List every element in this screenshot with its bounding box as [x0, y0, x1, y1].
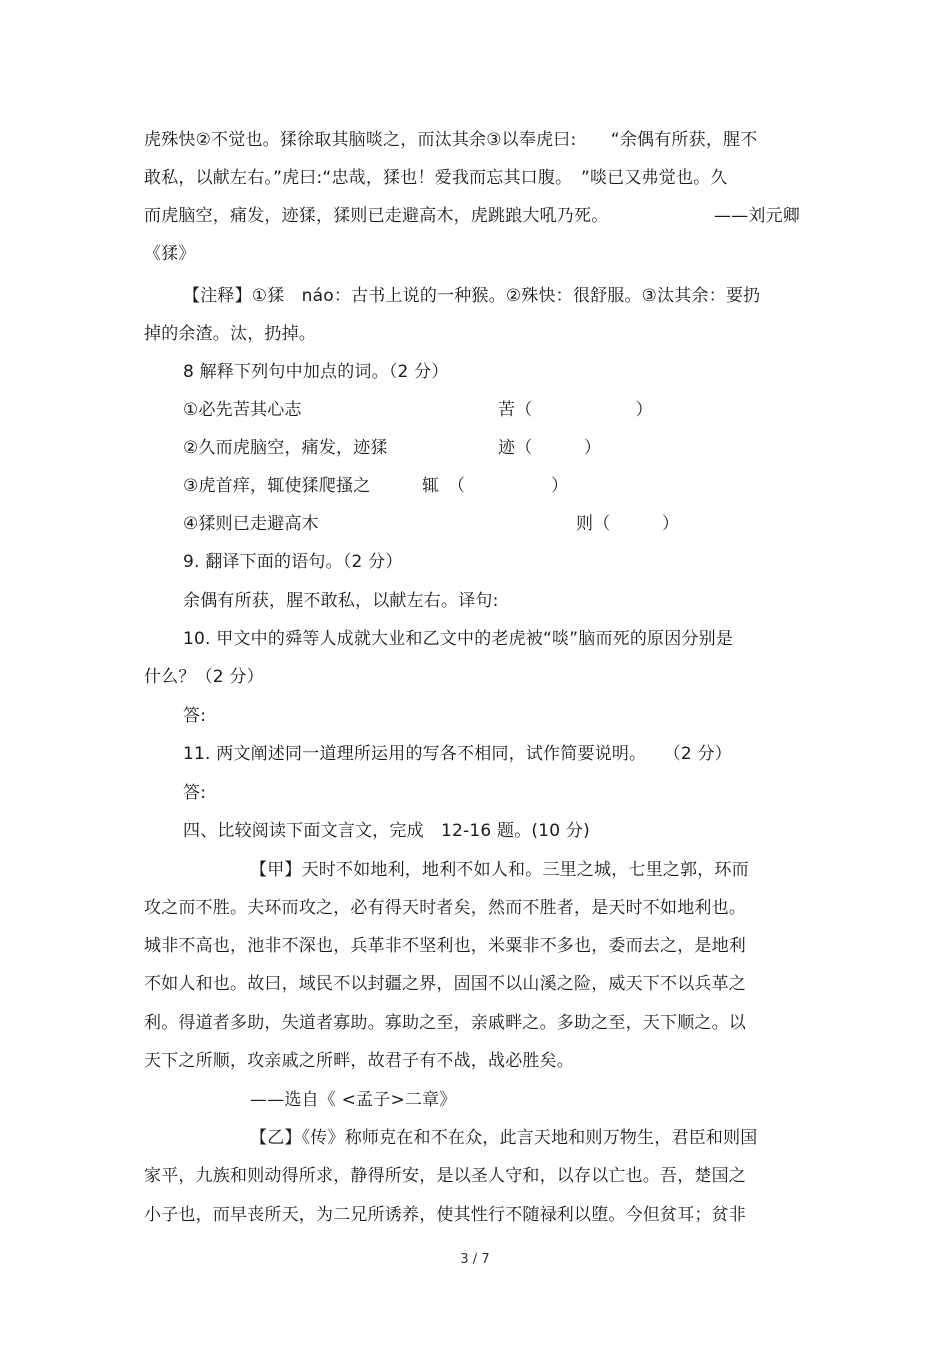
passage-jia-line: 利。得道者多助，失道者寡助。寡助之至，亲戚畔之。多助之至，天下顺之。以: [144, 1013, 746, 1033]
passage-jia-line: 【甲】天时不如地利，地利不如人和。三里之城，七里之郭，环而: [250, 860, 749, 880]
question-10-prompt: 10. 甲文中的舜等人成就大业和乙文中的老虎被“啖”脑而死的原因分别是: [183, 629, 734, 649]
passage-jia-source: ——选自《 <孟子>二章》: [250, 1090, 457, 1110]
author-attribution: ——刘元卿: [714, 206, 800, 226]
annotation-line: 掉的余渣。汰，扔掉。: [144, 324, 316, 344]
q8-sentence: ①必先苦其心志: [183, 400, 302, 420]
passage-line: 敢私，以献左右。”虎曰:“忠哉，猱也！爱我而忘其口腹。 ”啖已又弗觉也。久: [144, 168, 728, 188]
passage-yi-line: 小子也，而早丧所天，为二兄所诱养，使其性行不随禄利以堕。今但贫耳；贫非: [144, 1205, 746, 1225]
passage-line: 而虎脑空，痛发，迹猱，猱则已走避高木，虎跳踉大吼乃死。: [144, 206, 609, 226]
q9-sentence: 余偶有所获，腥不敢私，以献左右。译句:: [183, 591, 499, 611]
answer-label: 答:: [183, 706, 207, 726]
passage-yi-line: 【乙】《传》称师克在和不在众，此言天地和则万物生，君臣和则国: [250, 1128, 758, 1148]
section-heading: 四、比较阅读下面文言文，完成 12-16 题。(10 分): [183, 821, 590, 841]
q8-answer-blank: 辄 （ ）: [422, 476, 569, 496]
passage-yi-line: 家平，九族和则动得所求，静得所安，是以圣人守和，以存以亡也。吾，楚国之: [144, 1166, 746, 1186]
q8-sentence: ④猱则已走避高木: [183, 514, 319, 534]
page-number: 3 / 7: [460, 1252, 490, 1267]
q8-sentence: ②久而虎脑空，痛发，迹猱: [183, 438, 388, 458]
annotation-line: 【注释】①猱 náo：古书上说的一种猴。②殊快：很舒服。③汰其余：要扔: [183, 286, 761, 306]
q8-answer-blank: 则（ ）: [576, 514, 680, 534]
question-11-prompt: 11. 两文阐述同一道理所运用的写各不相同，试作简要说明。 （2 分）: [183, 744, 732, 764]
source-title: 《猱》: [144, 244, 196, 264]
question-10-prompt-cont: 什么？（2 分）: [144, 667, 264, 687]
answer-label: 答:: [183, 783, 207, 803]
q8-answer-blank: 苦（ ）: [498, 400, 653, 420]
passage-line-with-attribution: [144, 205, 800, 227]
q8-sentence: ③虎首痒，辄使猱爬搔之: [183, 476, 371, 496]
passage-jia-line: 城非不高也，池非不深也，兵革非不坚利也，米粟非不多也，委而去之，是地利: [144, 936, 746, 956]
question-9-prompt: 9. 翻译下面的语句。（2 分）: [183, 552, 403, 572]
passage-jia-line: 攻之而不胜。夫环而攻之，必有得天时者矣，然而不胜者，是天时不如地利也。: [144, 898, 746, 918]
passage-jia-line: 天下之所顺，攻亲戚之所畔，故君子有不战，战必胜矣。: [144, 1051, 574, 1071]
q8-answer-blank: 迹（ ）: [498, 438, 602, 458]
passage-line: 虎殊快②不觉也。猱徐取其脑啖之，而汰其余③以奉虎曰: “余偶有所获，腥不: [144, 130, 758, 150]
passage-jia-line: 不如人和也。故曰，域民不以封疆之界，固国不以山溪之险，威天下不以兵革之: [144, 974, 746, 994]
question-8-prompt: 8 解释下列句中加点的词。（2 分）: [183, 362, 449, 382]
